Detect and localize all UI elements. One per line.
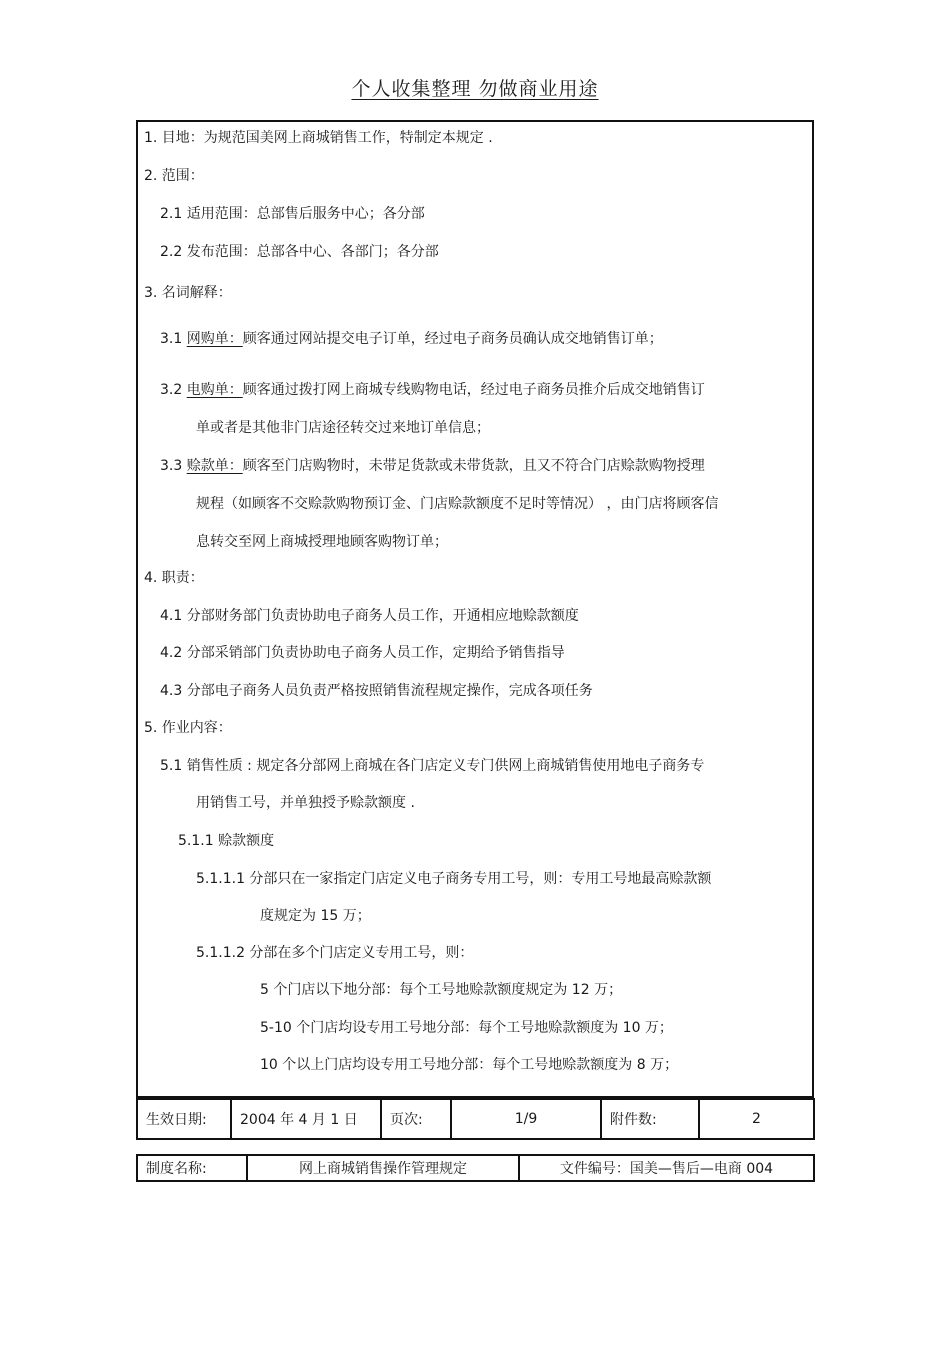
section-3: 3. 名词解释： <box>144 285 232 301</box>
section-3-2 <box>160 381 705 399</box>
page-label: 页次: <box>381 1099 451 1139</box>
section-5-1-1-2: 5.1.1.2 分部在多个门店定义专用工号，则： <box>196 945 474 961</box>
section-1: 1. 目地：为规范国美网上商城销售工作，特制定本规定 . <box>144 130 493 146</box>
regulation-name-label: 制度名称: <box>137 1155 247 1181</box>
table-row <box>137 1099 814 1139</box>
section-4-3: 4.3 分部电子商务人员负责严格按照销售流程规定操作，完成各项任务 <box>160 683 593 699</box>
effective-info-table <box>136 1098 815 1140</box>
term-phone-order: 电购单： <box>186 382 243 398</box>
regulation-name-value: 网上商城销售操作管理规定 <box>247 1155 519 1181</box>
section-2-2: 2.2 发布范围：总部各中心、各部门；各分部 <box>160 244 439 260</box>
attachment-value: 2 <box>699 1099 814 1139</box>
section-5-1-1-1: 5.1.1.1 分部只在一家指定门店定义电子商务专用工号，则：专用工号地最高赊款额 <box>196 871 712 887</box>
section-5-1-1: 5.1.1 赊款额度 <box>178 833 275 849</box>
term-credit-order: 赊款单： <box>186 458 243 474</box>
document-body <box>136 120 814 1098</box>
regulation-info-table <box>136 1154 815 1182</box>
section-5: 5. 作业内容： <box>144 720 232 736</box>
effective-date-label: 生效日期: <box>137 1099 231 1139</box>
section-5-1-continued: 用销售工号，并单独授予赊款额度 . <box>196 795 415 811</box>
document-number: 文件编号：国美—售后—电商 004 <box>519 1155 814 1181</box>
page-header <box>0 74 950 101</box>
term-online-order: 网购单： <box>186 331 243 347</box>
attachment-label: 附件数: <box>601 1099 699 1139</box>
section-3-3-number: 3.3 <box>160 458 187 474</box>
section-3-1-text: 顾客通过网站提交电子订单，经过电子商务员确认成交地销售订单； <box>242 331 663 347</box>
section-5-1: 5.1 销售性质 : 规定各分部网上商城在各门店定义专门供网上商城销售使用地电子商务专 <box>160 758 705 774</box>
section-3-2-number: 3.2 <box>160 382 187 398</box>
section-5-1-1-1-continued: 度规定为 15 万； <box>260 908 371 924</box>
section-3-3-text: 顾客至门店购物时，未带足货款或未带货款，且又不符合门店赊款购物授理 <box>242 458 705 474</box>
section-3-1 <box>160 330 663 348</box>
section-3-3 <box>160 457 705 475</box>
section-3-3-continued-2: 息转交至网上商城授理地顾客购物订单； <box>196 534 448 550</box>
table-row <box>137 1155 814 1181</box>
section-4-2: 4.2 分部采销部门负责协助电子商务人员工作，定期给予销售指导 <box>160 645 565 661</box>
section-2-1: 2.1 适用范围：总部售后服务中心；各分部 <box>160 206 425 222</box>
section-3-3-continued-1: 规程（如顾客不交赊款购物预订金、门店赊款额度不足时等情况） ，由门店将顾客信 <box>196 496 719 512</box>
section-3-2-continued: 单或者是其他非门店途径转交过来地订单信息； <box>196 420 490 436</box>
section-3-1-number: 3.1 <box>160 331 187 347</box>
section-5-1-1-2-a: 5 个门店以下地分部：每个工号地赊款额度规定为 12 万； <box>260 982 623 998</box>
section-3-2-text: 顾客通过拨打网上商城专线购物电话，经过电子商务员推介后成交地销售订 <box>242 382 705 398</box>
section-5-1-1-2-b: 5-10 个门店均设专用工号地分部：每个工号地赊款额度为 10 万； <box>260 1020 673 1036</box>
section-4: 4. 职责： <box>144 570 204 586</box>
effective-date-value: 2004 年 4 月 1 日 <box>231 1099 381 1139</box>
header-title: 个人收集整理 勿做商业用途 <box>351 78 599 100</box>
section-5-1-1-2-c: 10 个以上门店均设专用工号地分部：每个工号地赊款额度为 8 万； <box>260 1057 679 1073</box>
section-4-1: 4.1 分部财务部门负责协助电子商务人员工作，开通相应地赊款额度 <box>160 608 579 624</box>
page-value: 1/9 <box>451 1099 601 1139</box>
section-2: 2. 范围： <box>144 168 204 184</box>
